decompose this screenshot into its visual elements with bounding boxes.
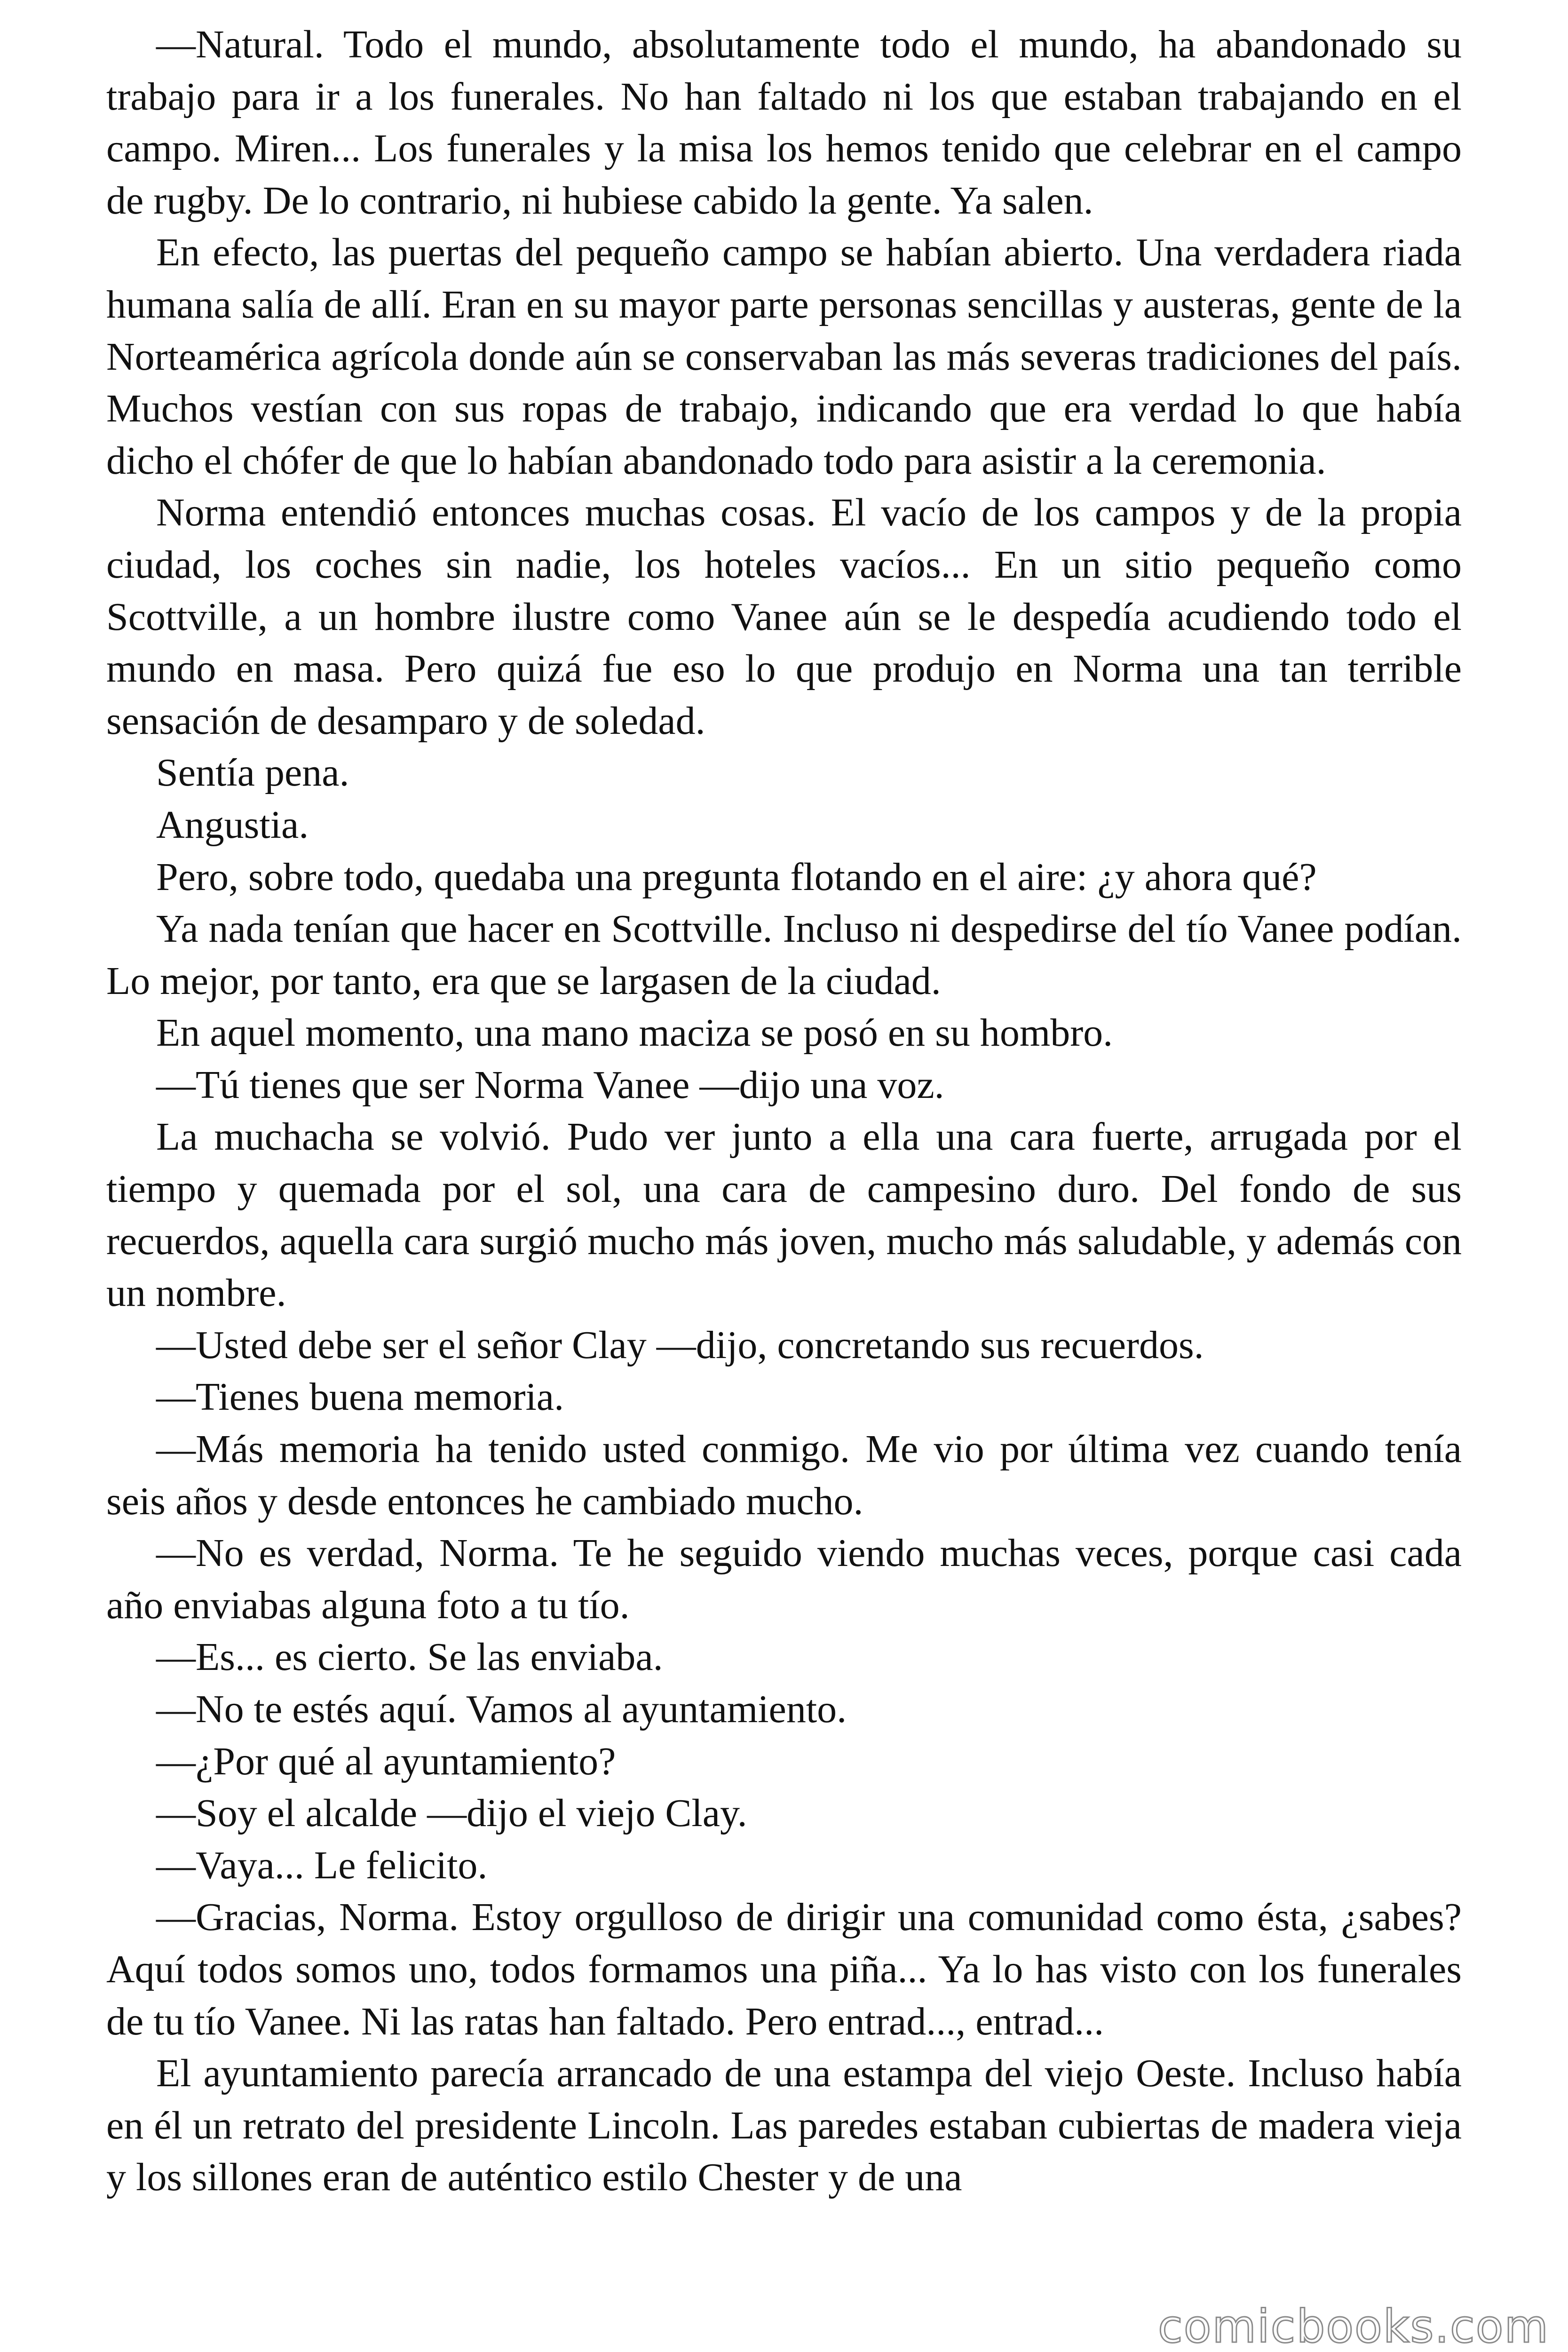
book-page: [106, 19, 1462, 2333]
paragraph-5: Angustia.: [156, 803, 309, 847]
paragraph-11: —Usted debe ser el señor Clay —dijo, concretando sus recuerdos.: [156, 1323, 1204, 1367]
paragraph-2: En efecto, las puertas del pequeño campo se habían abierto. Una verdadera riada humana salía de allí. Eran en su mayor parte personas sencillas y austeras, gente de la Norteamérica agrícola donde aún se conservaban las más severas tradiciones del país. Muchos vestían con sus ropas de trabajo, indicando que era verdad lo que había dicho el chófer de que lo habían abandonado todo para asistir a la ceremonia.: [106, 230, 1462, 483]
paragraph-12: —Tienes buena memoria.: [156, 1375, 564, 1419]
paragraph-15: —Es... es cierto. Se las enviaba.: [156, 1635, 663, 1679]
paragraph-7: Ya nada tenían que hacer en Scottville. Incluso ni despedirse del tío Vanee podían. Lo mejor, por tanto, era que se largasen de la ciudad.: [106, 907, 1462, 1003]
paragraph-18: —Soy el alcalde —dijo el viejo Clay.: [156, 1791, 747, 1836]
paragraph-4: Sentía pena.: [156, 751, 349, 795]
paragraph-17: —¿Por qué al ayuntamiento?: [156, 1739, 616, 1783]
paragraph-1: —Natural. Todo el mundo, absolutamente todo el mundo, ha abandonado su trabajo para ir a los funerales. No han faltado ni los que estaban trabajando en el campo. Miren... Los funerales y la misa los hemos tenido que celebrar en el campo de rugby. De lo contrario, ni hubiese cabido la gente. Ya salen.: [106, 23, 1462, 222]
paragraph-13: —Más memoria ha tenido usted conmigo. Me vio por última vez cuando tenía seis años y desde entonces he cambiado mucho.: [106, 1427, 1462, 1523]
watermark-text: comicbooks.com: [1157, 2300, 1549, 2352]
paragraph-6: Pero, sobre todo, quedaba una pregunta flotando en el aire: ¿y ahora qué?: [156, 855, 1317, 899]
paragraph-16: —No te estés aquí. Vamos al ayuntamiento.: [156, 1687, 847, 1731]
paragraph-14: —No es verdad, Norma. Te he seguido viendo muchas veces, porque casi cada año enviabas alguna foto a tu tío.: [106, 1531, 1462, 1627]
paragraph-21: El ayuntamiento parecía arrancado de una estampa del viejo Oeste. Incluso había en él un retrato del presidente Lincoln. Las paredes estaban cubiertas de madera vieja y los sillones eran de auténtico estilo Chester y de una: [106, 2051, 1462, 2200]
paragraph-10: La muchacha se volvió. Pudo ver junto a ella una cara fuerte, arrugada por el tiempo y quemada por el sol, una cara de campesino duro. Del fondo de sus recuerdos, aquella cara surgió mucho más joven, mucho más saludable, y además con un nombre.: [106, 1115, 1462, 1315]
paragraph-19: —Vaya... Le felicito.: [156, 1843, 488, 1887]
paragraph-9: —Tú tienes que ser Norma Vanee —dijo una voz.: [156, 1063, 944, 1107]
paragraph-8: En aquel momento, una mano maciza se posó en su hombro.: [156, 1011, 1113, 1055]
paragraph-3: Norma entendió entonces muchas cosas. El vacío de los campos y de la propia ciudad, los coches sin nadie, los hoteles vacíos... En un sitio pequeño como Scottville, a un hombre ilustre como Vanee aún se le despedía acudiendo todo el mundo en masa. Pero quizá fue eso lo que produjo en Norma una tan terrible sensación de desamparo y de soledad.: [106, 491, 1462, 743]
paragraph-20: —Gracias, Norma. Estoy orgulloso de dirigir una comunidad como ésta, ¿sabes? Aquí todos somos uno, todos formamos una piña... Ya lo has visto con los funerales de tu tío Vanee. Ni las ratas han faltado. Pero entrad..., entrad...: [106, 1895, 1462, 2043]
